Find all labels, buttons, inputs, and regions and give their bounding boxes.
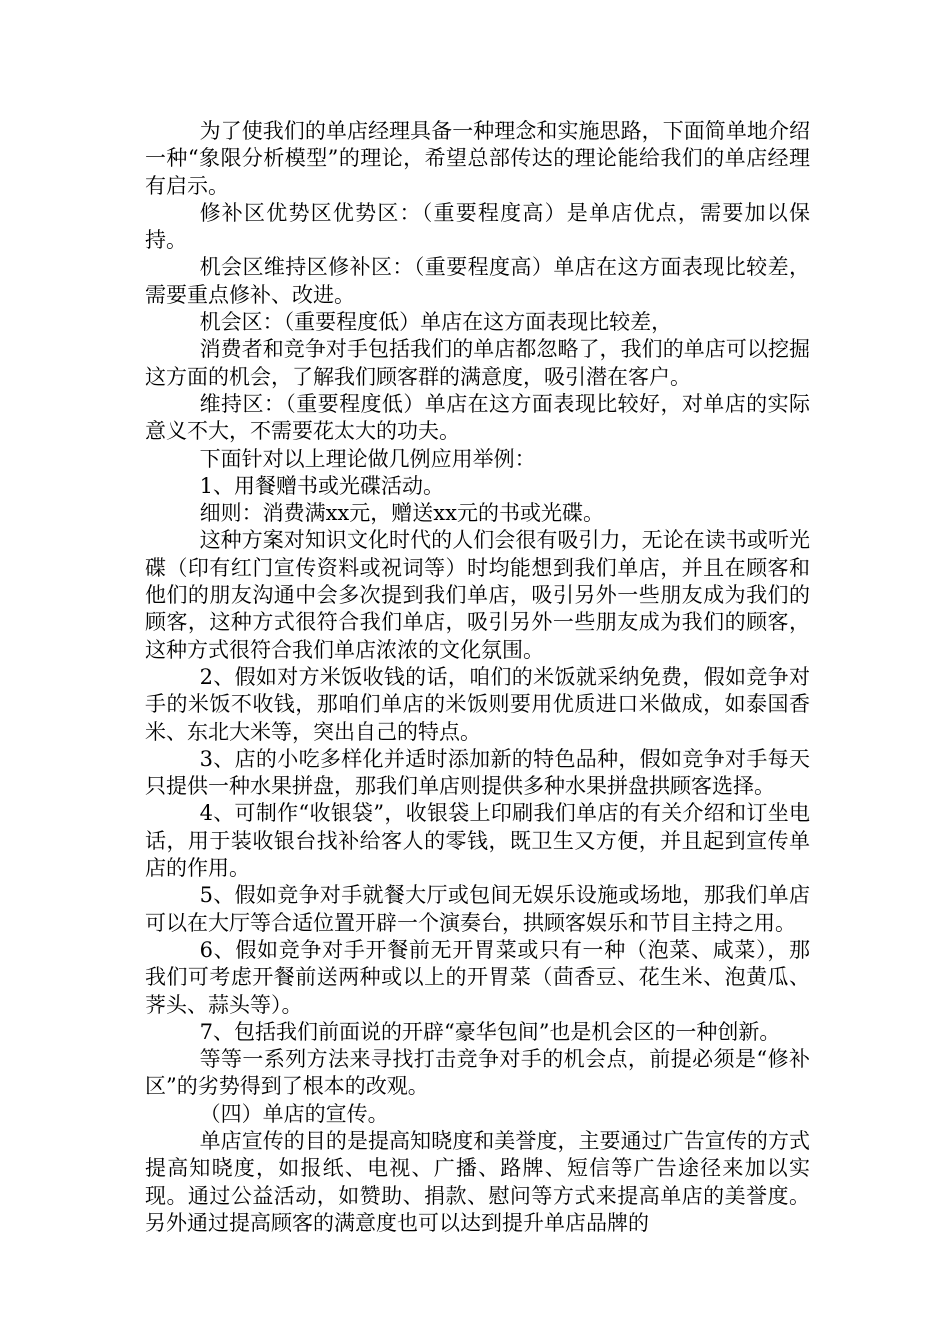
paragraph-opportunity-zone: 机会区：（重要程度低）单店在这方面表现比较差， — [199, 310, 673, 335]
paragraph-advantage-zone: 修补区优势区优势区：（重要程度高）是单店优点，需要加以保持。 — [145, 200, 810, 253]
paragraph-promotion: 单店宣传的目的是提高知晓度和美誉度，主要通过广告宣传的方式提高知晓度，如报纸、电视、广播、路牌、短信等广告途径来加以实现。通过公益活动，如赞助、捐款、慰问等方式来提高单店的美誉度。另外通过提高顾客的满意度也可以达到提升单店品牌的 — [145, 1128, 810, 1235]
paragraph-summary: 等等一系列方法来寻找打击竞争对手的机会点，前提必须是“修补区”的劣势得到了根本的改观。 — [145, 1047, 810, 1099]
paragraph-repair-zone: 机会区维持区修补区：（重要程度高）单店在这方面表现比较差，需要重点修补、改进。 — [145, 255, 810, 307]
paragraph-example-2: 2、假如对方米饭收钱的话，咱们的米饭就采纳免费，假如竞争对手的米饭不收钱，那咱们单店的米饭则要用优质进口米做成，如泰国香米、东北大米等，突出自己的特点。 — [145, 664, 810, 744]
paragraph-intro: 为了使我们的单店经理具备一种理念和实施思路，下面简单地介绍一种“象限分析模型”的理论，希望总部传达的理论能给我们的单店经理有启示。 — [145, 119, 810, 198]
paragraph-maintain-zone: 维持区：（重要程度低）单店在这方面表现比较好，对单店的实际意义不大，不需要花太大的功夫。 — [145, 391, 810, 444]
paragraph-examples-intro: 下面针对以上理论做几例应用举例： — [199, 446, 536, 471]
document-page — [145, 118, 810, 1237]
paragraph-example-4: 4、可制作“收银袋”，收银袋上印刷我们单店的有关介绍和订坐电话，用于装收银台找补给客人的零钱，既卫生又方便，并且起到宣传单店的作用。 — [145, 801, 810, 881]
paragraph-example-5: 5、假如竞争对手就餐大厅或包间无娱乐设施或场地，那我们单店可以在大厅等合适位置开辟一个演奏台，拱顾客娱乐和节目主持之用。 — [145, 883, 810, 935]
paragraph-example-3: 3、店的小吃多样化并适时添加新的特色品种，假如竞争对手每天只提供一种水果拼盘，那我们单店则提供多种水果拼盘拱顾客选择。 — [145, 746, 810, 799]
paragraph-example-1-rule: 细则：消费满xx元，赠送xx元的书或光碟。 — [199, 501, 604, 526]
paragraph-example-1-detail: 这种方案对知识文化时代的人们会很有吸引力，无论在读书或听光碟（印有红门宣传资料或祝词等）时均能想到我们单店，并且在顾客和他们的朋友沟通中会多次提到我们单店，吸引另外一些朋友成为我们的顾客，这种方式很符合我们单店，吸引另外一些朋友成为我们的顾客，这种方式很符合我们单店浓浓的文化氛围。 — [145, 528, 810, 662]
paragraph-opportunity-detail: 消费者和竞争对手包括我们的单店都忽略了，我们的单店可以挖掘这方面的机会，了解我们顾客群的满意度，吸引潜在客户。 — [145, 337, 810, 389]
paragraph-example-6: 6、假如竞争对手开餐前无开胃菜或只有一种（泡菜、咸菜），那我们可考虑开餐前送两种或以上的开胃菜（茴香豆、花生米、泡黄瓜、荠头、蒜头等）。 — [145, 937, 810, 1017]
paragraph-example-7: 7、包括我们前面说的开辟“豪华包间”也是机会区的一种创新。 — [199, 1019, 781, 1044]
paragraph-example-1: 1、用餐赠书或光碟活动。 — [199, 473, 444, 498]
section-heading-promotion: （四）单店的宣传。 — [199, 1101, 389, 1126]
